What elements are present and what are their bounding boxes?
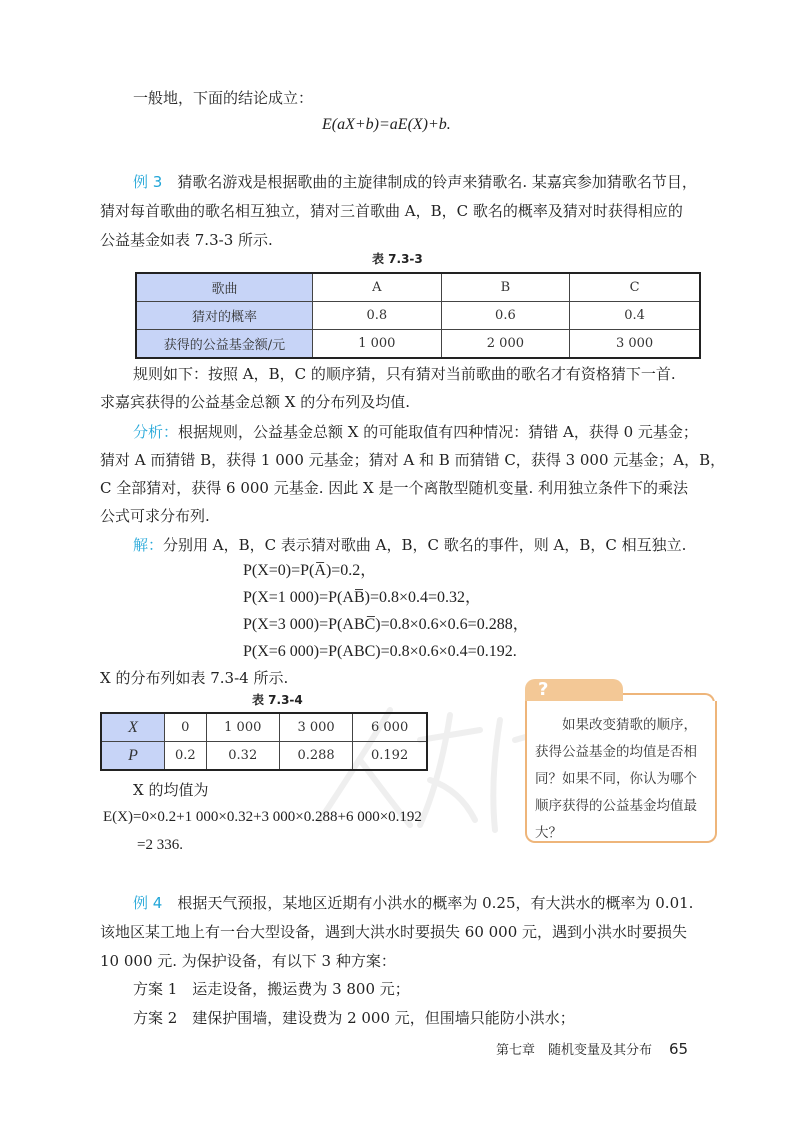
table-cell: 0.192 <box>353 742 427 771</box>
solution-label: 解： <box>133 536 164 554</box>
formula-x0: P(X=0)=P(A̅)=0.2， <box>243 562 377 579</box>
page-number: 65 <box>669 1040 689 1058</box>
table-row <box>101 742 427 771</box>
distribution-intro: X 的分布列如表 7.3-4 所示. <box>100 669 289 687</box>
table-cell: 3 000 <box>279 713 352 742</box>
plan-2: 方案 2 建保护围墙，建设费为 2 000 元，但围墙只能防小洪水； <box>133 1009 575 1027</box>
mean-formula-2: =2 336. <box>137 837 183 853</box>
table-cell: 3 000 <box>570 330 700 359</box>
table-cell: 2 000 <box>441 330 570 359</box>
plan-1: 方案 1 运走设备，搬运费为 3 800 元； <box>133 980 410 998</box>
table-cell: 0.6 <box>441 302 570 330</box>
mean-intro: X 的均值为 <box>133 781 209 799</box>
analysis-line-2: 猜对 A 而猜错 B，获得 1 000 元基金；猜对 A 和 B 而猜错 C，获得 3 000 元基金；A，B， <box>100 451 726 469</box>
formula-x3000: P(X=3 000)=P(ABC̅)=0.8×0.6×0.6=0.288， <box>243 616 529 633</box>
example4-line-1 <box>133 893 693 913</box>
analysis-line-3: C 全部猜对，获得 6 000 元基金. 因此 X 是一个离散型随机变量. 利用独立条件下的乘法 <box>100 479 689 497</box>
table-cell: 猜对的概率 <box>136 302 313 330</box>
table-cell: 6 000 <box>353 713 427 742</box>
table-7-3-4 <box>100 712 428 771</box>
table-cell: B <box>441 273 570 302</box>
example4-line-2: 该地区某工地上有一台大型设备，遇到大洪水时要损失 60 000 元，遇到小洪水时要损失 <box>100 923 688 941</box>
example4-label: 例 4 <box>133 894 163 912</box>
table-cell: P <box>101 742 165 771</box>
table-cell: A <box>313 273 442 302</box>
example4-line-3: 10 000 元. 为保护设备，有以下 3 种方案： <box>100 952 396 970</box>
table-cell: 0.8 <box>313 302 442 330</box>
analysis-line-4: 公式可求分布列. <box>100 507 210 525</box>
table-cell: X <box>101 713 165 742</box>
example3-label: 例 3 <box>133 173 163 191</box>
thinking-box-text <box>535 712 707 847</box>
table-cell: 1 000 <box>313 330 442 359</box>
table-cell: 0.2 <box>165 742 207 771</box>
table-cell: 获得的公益基金额/元 <box>136 330 313 359</box>
table-cell: C <box>570 273 700 302</box>
table-cell: 0.32 <box>206 742 279 771</box>
table-row <box>136 330 700 359</box>
table-cell: 歌曲 <box>136 273 313 302</box>
formula-x6000: P(X=6 000)=P(ABC)=0.8×0.6×0.4=0.192. <box>243 643 517 660</box>
example3-line-2: 猜对每首歌曲的歌名相互独立，猜对三首歌曲 A，B，C 歌名的概率及猜对时获得相应的 <box>100 202 683 220</box>
thinking-box-question: 如果改变猜歌的顺序，获得公益基金的均值是否相同？如果不同，你认为哪个顺序获得的公益基金均值最大？ <box>535 717 697 841</box>
rules-line-1: 规则如下：按照 A，B，C 的顺序猜，只有猜对当前歌曲的歌名才有资格猜下一首. <box>133 365 676 383</box>
table-row <box>136 302 700 330</box>
table-row <box>101 713 427 742</box>
analysis-label: 分析： <box>133 423 179 441</box>
table-cell: 0 <box>165 713 207 742</box>
rules-line-2: 求嘉宾获得的公益基金总额 X 的分布列及均值. <box>100 393 410 411</box>
table-row <box>136 273 700 302</box>
analysis-text: 根据规则，公益基金总额 X 的可能取值有四种情况：猜错 A，获得 0 元基金； <box>178 423 698 441</box>
mean-formula-1: E(X)=0×0.2+1 000×0.32+3 000×0.288+6 000×0.192 <box>103 809 422 825</box>
intro-text: 一般地，下面的结论成立： <box>133 89 314 107</box>
example3-line-3: 公益基金如表 7.3-3 所示. <box>100 231 273 249</box>
example4-text: 根据天气预报，某地区近期有小洪水的概率为 0.25，有大洪水的概率为 0.01. <box>177 894 694 912</box>
footer-chapter: 第七章 随机变量及其分布 <box>495 1043 652 1058</box>
table-7-3-3 <box>135 272 701 359</box>
table-cell: 0.4 <box>570 302 700 330</box>
solution-line-1 <box>133 535 686 555</box>
example3-text: 猜歌名游戏是根据歌曲的主旋律制成的铃声来猜歌名. 某嘉宾参加猜歌名节目， <box>177 173 697 191</box>
question-mark-icon: ? <box>538 679 549 700</box>
table-cell: 0.288 <box>279 742 352 771</box>
analysis-line-1 <box>133 422 698 442</box>
table1-caption: 表 7.3-3 <box>372 252 423 266</box>
linearity-formula: E(aX+b)=aE(X)+b. <box>322 116 451 133</box>
example3-line-1 <box>133 172 697 192</box>
table2-caption: 表 7.3-4 <box>252 693 303 707</box>
table-cell: 1 000 <box>206 713 279 742</box>
solution-text: 分别用 A，B，C 表示猜对歌曲 A，B，C 歌名的事件，则 A，B，C 相互独立. <box>163 536 687 554</box>
formula-x1000: P(X=1 000)=P(AB̅)=0.8×0.4=0.32， <box>243 589 482 606</box>
